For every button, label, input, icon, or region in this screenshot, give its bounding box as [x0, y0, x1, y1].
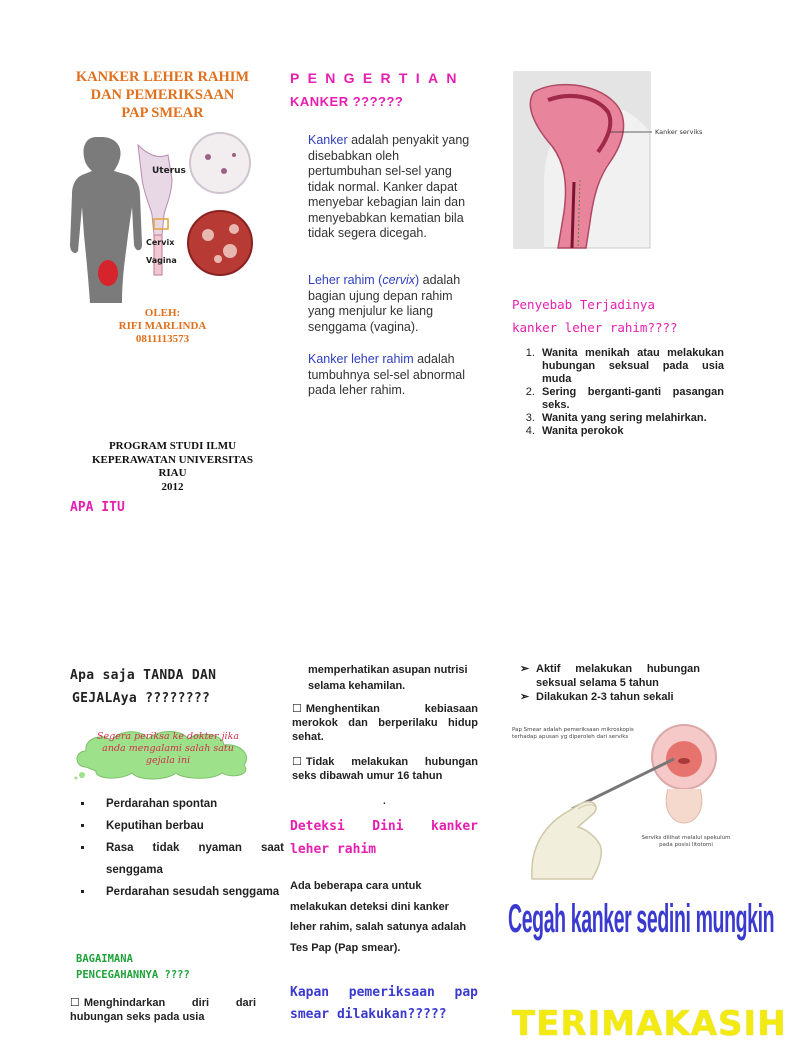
list-item: 2. Sering berganti-ganti pasangan seks. [538, 386, 724, 412]
definition-leher-rahim: Leher rahim (cervix) adalah bagian ujung depan rahim yang menjulur ke liang senggama (vagina). [308, 273, 461, 334]
deteksi-text: Ada beberapa cara untuk melakukan deteksi dini kanker leher rahim, salah satunya adalah Tes Pap (Pap smear). [290, 880, 467, 954]
prevention-item-sex: ☐ Tidak melakukan hubungan seks dibawah umur 16 tahun [292, 755, 478, 783]
prevention-item-1: ☐ Menghindarkan diri dari hubungan seks pada usia [70, 996, 256, 1024]
list-item: 1. Wanita menikah atau melakukan hubungan seksual pada usia muda [538, 347, 724, 386]
list-item: 4. Wanita perokok [538, 425, 724, 438]
cervical-cancer-figure [514, 72, 703, 248]
author-block: OLEH: RIFI MARLINDA 0811113573 [118, 307, 207, 345]
list-item: ▪ Keputihan berbau [94, 815, 284, 837]
kanker-heading: KANKER ?????? [290, 94, 404, 109]
cervix-label: Cervix [146, 238, 175, 247]
list-item: ▪ Perdarahan spontan [94, 793, 284, 815]
definition-kanker: Kanker adalah penyakit yang disebabkan oleh pertumbuhan sel-sel yang tidak normal. Kanker dapat menyebar kebagian lain dan menyebabkan kematian bila tidak segera dicegah. [308, 133, 470, 240]
list-item: ▪ Perdarahan sesudah senggama [94, 881, 284, 903]
list-item: 3. Wanita yang sering melahirkan. [538, 412, 724, 425]
nutrition-text: memperhatikan asupan nutrisi selama kehamilan. [308, 664, 468, 692]
program-block: PROGRAM STUDI ILMU KEPERAWATAN UNIVERSITAS RIAU 2012 [91, 440, 254, 493]
prevention-item-smoke: ☐ Menghentikan kebiasaan merokok dan berperilaku hidup sehat. [292, 702, 478, 744]
terimakasih-clip [512, 1004, 787, 1044]
uterus-label: Uterus [152, 166, 186, 176]
pap-smear-figure [512, 719, 732, 879]
dot-separator: . [383, 796, 386, 807]
causes-list [514, 347, 724, 438]
kanker-serviks-label: Kanker serviks [655, 128, 703, 136]
pap-figure-caption-top: Pap Smear adalah pemeriksaan mikroskopis terhadap apusan yg diperoleh dari serviks [512, 727, 634, 740]
vagina-label: Vagina [146, 256, 177, 265]
pengertian-heading: PENGERTIAN [290, 70, 465, 86]
tanda-gejala-heading: Apa saja TANDA DAN GEJALAya ???????? [70, 668, 217, 706]
cervix-anatomy-figure [68, 135, 250, 305]
list-item: ➢ Aktif melakukan hubungan seksual selama 5 tahun [520, 662, 700, 690]
deteksi-heading: Deteksi Dini kanker leher rahim [290, 819, 478, 857]
apa-itu-heading: APA ITU [70, 500, 125, 515]
pap-schedule-list [520, 662, 700, 704]
warning-cloud-text: Segera periksa ke dokter jika anda mengalami salah satu gejala ini [96, 731, 240, 766]
list-item: ➢ Dilakukan 2-3 tahun sekali [520, 690, 700, 704]
prevention-banner: Cegah kanker sedini mungkin [508, 895, 775, 942]
kapan-heading: Kapan pemeriksaan pap smear dilakukan????? [290, 985, 478, 1022]
terimakasih-text: TERIMAKASIH [512, 1004, 787, 1044]
pencegahan-heading: BAGAIMANA PENCEGAHANNYA ???? [76, 953, 190, 981]
brochure-title: KANKER LEHER RAHIM DAN PEMERIKSAAN PAP SMEAR [75, 69, 250, 121]
penyebab-heading: Penyebab Terjadinya kanker leher rahim???? [512, 297, 678, 335]
symptoms-list [72, 793, 284, 903]
definition-kanker-leher-rahim: Kanker leher rahim adalah tumbuhnya sel-sel abnormal pada leher rahim. [308, 352, 466, 397]
list-item: ▪ Rasa tidak nyaman saat senggama [94, 837, 284, 881]
pap-figure-caption-bottom: Serviks dilihat melalui spekulum pada posisi litotomi [641, 835, 731, 848]
